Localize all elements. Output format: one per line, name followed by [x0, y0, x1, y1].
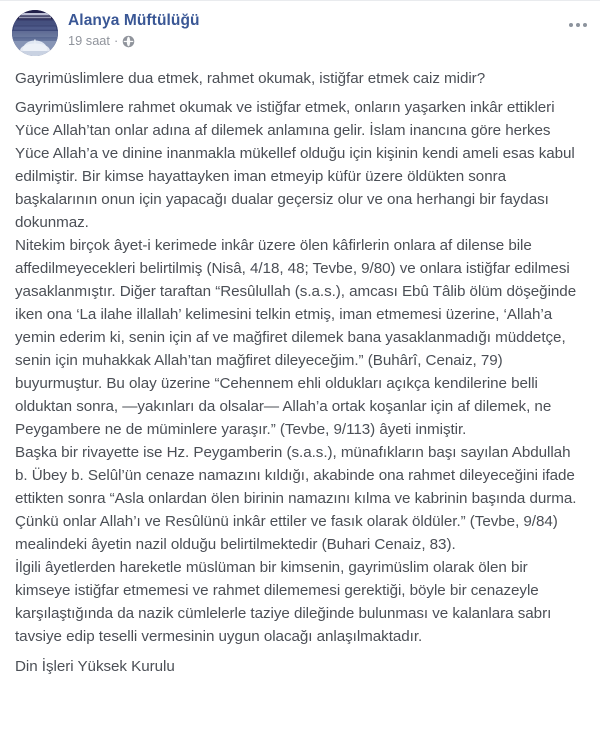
- post-paragraph: Gayrimüslimlere rahmet okumak ve istiğfar etmek, onların yaşarken inkâr ettikleri Yüce Allah’tan onlar adına af dilemek anlamına gelir. İslam inancına göre herkes Yüce Allah’a ve dinine inanmakla mükellef olduğu için kişinin kendi ameli esas kabul edilmiştir. Bir kimse hayattayken iman etmeyip küfür üzere öldükten sonra başkalarının onun için yapacağı dualar geçersiz olur ve ona herhangi bir faydası dokunmaz.: [15, 99, 575, 231]
- author-name[interactable]: Alanya Müftülüğü: [68, 12, 200, 29]
- meta-separator: ·: [113, 33, 119, 48]
- avatar-image: [12, 10, 58, 56]
- ellipsis-dot: [583, 23, 587, 27]
- post-paragraph: Başka bir rivayette ise Hz. Peygamberin (s.a.s.), münafıkların başı sayılan Abdullah b. Übey b. Selûl’ün cenaze namazını kıldığı, akabinde ona rahmet dileyeceğini ifade ettikten sonra “Asla onlardan ölen birinin namazını kılma ve kabrinin başında durma. Çünkü onlar Allah’ı ve Resûlünü inkâr ettiler ve fasık olarak öldüler.” (Tevbe, 9/84) mealindeki âyetin nazil olduğu belirtilmektedir (Buhari Cenaiz, 83).: [15, 444, 577, 553]
- post-question: Gayrimüslimlere dua etmek, rahmet okumak, istiğfar etmek caiz midir?: [15, 70, 486, 87]
- post-body: [0, 61, 600, 678]
- post-paragraph: Nitekim birçok âyet-i kerimede inkâr üzere ölen kâfirlerin onlara af dilense bile affedilmeyecekleri belirtilmiş (Nisâ, 4/18, 48; Tevbe, 9/80) ve onlara istiğfar edilmesi yasaklanmıştır. Diğer taraftan “Resûlullah (s.a.s.), amcası Ebû Tâlib ölüm döşeğinde iken ona ‘La ilahe illallah’ kelimesini telkin etmiş, iman etmemesi üzerine, ‘Allah’a yemin ederim ki, senin için af ve mağfiret dilemek bana yasaklanmadığı müddetçe, senin için muhakkak Allah’tan mağfiret dileyeceğim.” (Buhârî, Cenaiz, 79) buyurmuştur. Bu olay üzerine “Cehennem ehli oldukları açıkça kendilerine belli olduktan sonra, —yakınları da olsalar— Allah’a ortak koşanlar için af dilemek, ne Peygambere ne de müminlere yaraşır.” (Tevbe, 9/113) âyeti inmiştir.: [15, 237, 577, 438]
- post-header-text: [68, 10, 200, 49]
- ellipsis-dot: [576, 23, 580, 27]
- post-timestamp[interactable]: 19 saat: [68, 33, 110, 48]
- ellipsis-dot: [569, 23, 573, 27]
- post-signature: Din İşleri Yüksek Kurulu: [15, 658, 175, 675]
- post-header: [0, 1, 600, 61]
- globe-icon[interactable]: [122, 35, 135, 48]
- avatar[interactable]: [12, 10, 58, 56]
- post-options-button[interactable]: [564, 15, 592, 35]
- post-meta: [68, 33, 200, 49]
- post-paragraph: İlgili âyetlerden hareketle müslüman bir kimsenin, gayrimüslim olarak ölen bir kimseye istiğfar etmemesi ve rahmet dilememesi gerektiği, böyle bir cenazeyle karşılaştığında da nazik cümlelerle taziye dileğinde bulunması ve kalanlara sabrı tavsiye edip teselli vermesinin uygun olacağı anlaşılmaktadır.: [15, 559, 552, 645]
